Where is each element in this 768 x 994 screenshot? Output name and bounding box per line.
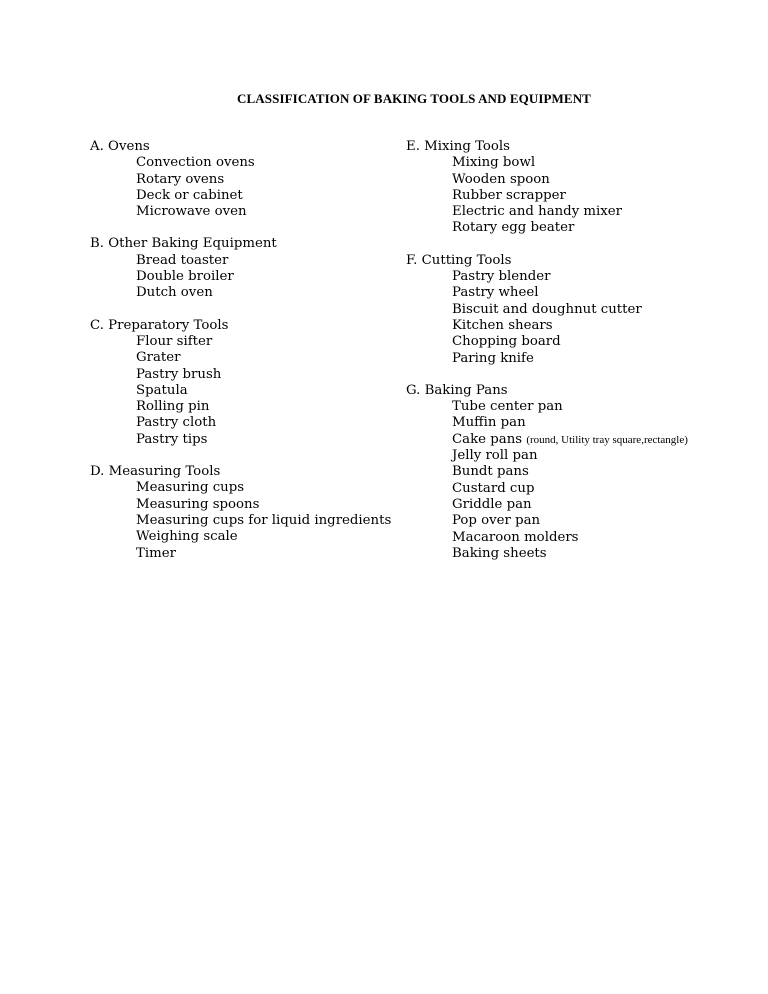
list-item: Microwave oven bbox=[136, 204, 247, 220]
list-item: Muffin pan bbox=[452, 415, 526, 431]
list-item: Rotary ovens bbox=[136, 171, 225, 187]
section-heading: B. Other Baking Equipment bbox=[90, 236, 277, 252]
list-item: Jelly roll pan bbox=[452, 448, 538, 464]
list-item-cake-pans bbox=[406, 432, 688, 448]
list-item: Paring knife bbox=[452, 350, 534, 366]
section-mixing-tools bbox=[406, 139, 688, 237]
section-heading: G. Baking Pans bbox=[406, 382, 508, 398]
list-item: Rubber scrapper bbox=[452, 187, 566, 203]
list-item: Chopping board bbox=[452, 334, 561, 350]
list-item: Flour sifter bbox=[136, 333, 213, 349]
list-item: Measuring cups bbox=[136, 480, 245, 496]
section-heading: E. Mixing Tools bbox=[406, 139, 511, 154]
list-item-label: Cake pans bbox=[452, 431, 523, 447]
list-item: Deck or cabinet bbox=[136, 187, 243, 203]
list-item: Mixing bowl bbox=[452, 155, 536, 171]
list-item: Pastry tips bbox=[136, 431, 208, 447]
list-item: Pastry blender bbox=[452, 269, 551, 285]
section-measuring-tools bbox=[90, 464, 391, 562]
list-item: Weighing scale bbox=[136, 529, 238, 545]
list-item: Tube center pan bbox=[452, 399, 563, 415]
list-item: Rotary egg beater bbox=[452, 220, 575, 236]
section-heading: C. Preparatory Tools bbox=[90, 317, 229, 333]
list-item: Custard cup bbox=[452, 480, 535, 496]
list-item: Kitchen shears bbox=[452, 317, 553, 333]
section-cutting-tools bbox=[406, 253, 688, 367]
section-other-baking-equipment bbox=[90, 236, 391, 301]
list-item: Baking sheets bbox=[452, 545, 547, 561]
list-item: Measuring spoons bbox=[136, 496, 260, 512]
list-item: Dutch oven bbox=[136, 285, 213, 301]
section-heading: F. Cutting Tools bbox=[406, 252, 512, 268]
list-item: Grater bbox=[136, 350, 181, 366]
list-item: Bread toaster bbox=[136, 252, 229, 268]
list-item: Pastry cloth bbox=[136, 415, 217, 431]
cake-pans-note: (round, Utility tray square,rectangle) bbox=[526, 433, 688, 446]
section-heading: D. Measuring Tools bbox=[90, 464, 221, 480]
section-heading: A. Ovens bbox=[90, 139, 150, 154]
list-item: Macaroon molders bbox=[452, 529, 579, 545]
list-item: Wooden spoon bbox=[452, 171, 550, 187]
section-preparatory-tools bbox=[90, 318, 391, 448]
right-column bbox=[406, 139, 688, 578]
list-item: Double broiler bbox=[136, 269, 234, 285]
list-item: Electric and handy mixer bbox=[452, 204, 623, 220]
section-baking-pans bbox=[406, 383, 688, 562]
page-title: CLASSIFICATION OF BAKING TOOLS AND EQUIPMENT bbox=[237, 91, 591, 106]
list-item: Convection ovens bbox=[136, 155, 255, 171]
section-ovens bbox=[90, 139, 391, 220]
list-item: Pastry wheel bbox=[452, 285, 539, 301]
left-column bbox=[90, 139, 391, 578]
list-item: Pastry brush bbox=[136, 366, 222, 382]
list-item: Spatula bbox=[136, 382, 188, 398]
list-item: Bundt pans bbox=[452, 464, 529, 480]
list-item: Biscuit and doughnut cutter bbox=[452, 301, 642, 317]
list-item: Measuring cups for liquid ingredients bbox=[136, 512, 392, 528]
list-item: Rolling pin bbox=[136, 399, 210, 415]
list-item: Timer bbox=[136, 545, 176, 561]
list-item: Griddle pan bbox=[452, 496, 532, 512]
list-item: Pop over pan bbox=[452, 513, 541, 529]
